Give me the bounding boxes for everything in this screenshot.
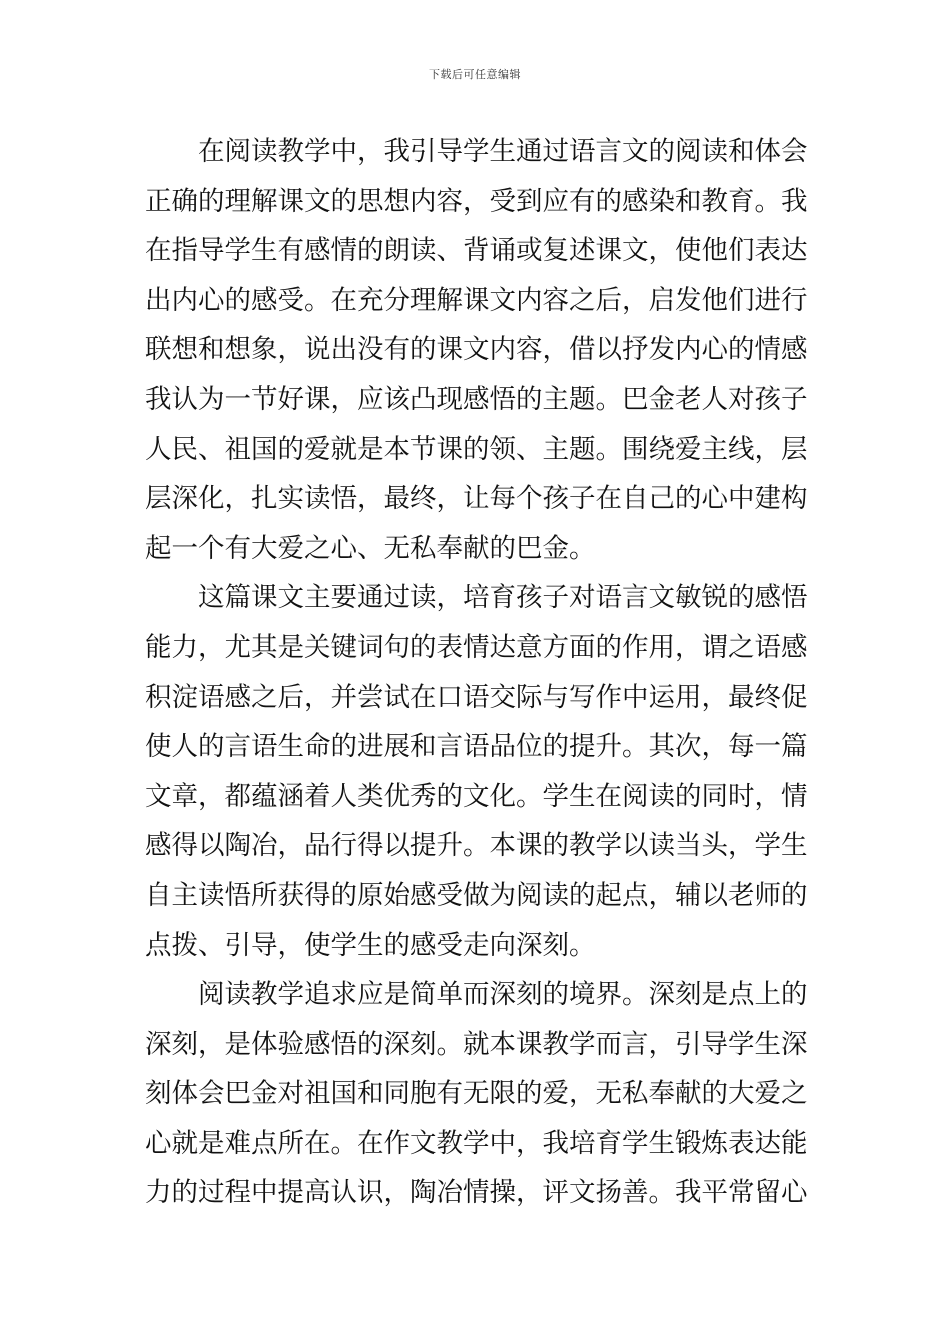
text-line: 层深化，扎实读悟，最终，让每个孩子在自己的心中建构 xyxy=(145,483,808,515)
header-note: 下载后可任意编辑 xyxy=(429,68,521,81)
text-line: 人民、祖国的爱就是本节课的领、主题。围绕爱主线，层 xyxy=(145,433,808,465)
text-line: 积淀语感之后，并尝试在口语交际与写作中运用，最终促 xyxy=(145,681,808,713)
text-line: 能力，尤其是关键词句的表情达意方面的作用，谓之语感 xyxy=(145,631,808,663)
text-line: 出内心的感受。在充分理解课文内容之后，启发他们进行 xyxy=(145,284,808,316)
text-line: 力的过程中提高认识，陶冶情操，评文扬善。我平常留心 xyxy=(145,1177,808,1209)
text-line: 使人的言语生命的进展和言语品位的提升。其次，每一篇 xyxy=(145,731,808,763)
text-line: 这篇课文主要通过读，培育孩子对语言文敏锐的感悟 xyxy=(198,582,808,614)
text-line: 刻体会巴金对祖国和同胞有无限的爱，无私奉献的大爱之 xyxy=(145,1078,808,1110)
text-line: 心就是难点所在。在作文教学中，我培育学生锻炼表达能 xyxy=(145,1127,808,1159)
document-body xyxy=(145,127,810,1218)
text-line: 联想和想象，说出没有的课文内容，借以抒发内心的情感 xyxy=(145,334,808,366)
text-line: 我认为一节好课，应该凸现感悟的主题。巴金老人对孩子 xyxy=(145,383,808,415)
text-line: 文章，都蕴涵着人类优秀的文化。学生在阅读的同时，情 xyxy=(145,780,808,812)
text-line: 正确的理解课文的思想内容，受到应有的感染和教育。我 xyxy=(145,185,808,217)
text-line: 深刻，是体验感悟的深刻。就本课教学而言，引导学生深 xyxy=(145,1028,808,1060)
text-line: 阅读教学追求应是简单而深刻的境界。深刻是点上的 xyxy=(198,979,808,1011)
text-line: 在指导学生有感情的朗读、背诵或复述课文，使他们表达 xyxy=(145,235,808,267)
text-line: 起一个有大爱之心、无私奉献的巴金。 xyxy=(145,532,596,564)
text-line: 自主读悟所获得的原始感受做为阅读的起点，辅以老师的 xyxy=(145,879,808,911)
text-line: 感得以陶冶，品行得以提升。本课的教学以读当头，学生 xyxy=(145,830,808,862)
text-line: 点拨、引导，使学生的感受走向深刻。 xyxy=(145,929,596,961)
text-line: 在阅读教学中，我引导学生通过语言文的阅读和体会 xyxy=(198,136,808,167)
